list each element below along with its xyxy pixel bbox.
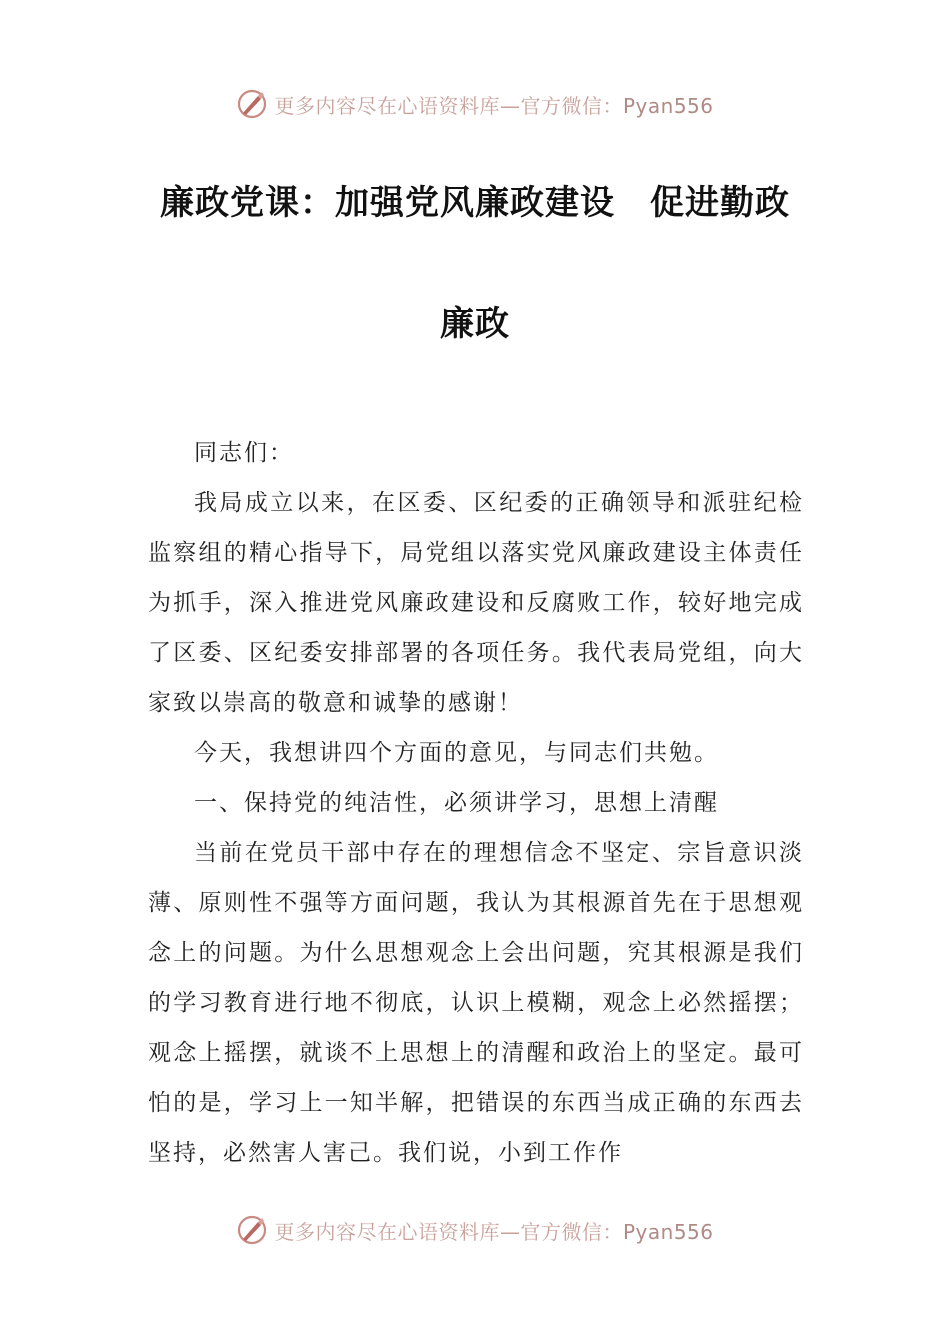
banner-text: 更多内容尽在心语资料库—官方微信：Pyan556 — [274, 93, 714, 118]
header-watermark-banner — [0, 84, 950, 124]
document-title-line-2: 廉政 — [440, 304, 510, 344]
salutation: 同志们： — [194, 440, 294, 466]
document-body — [148, 428, 804, 1178]
document-title-line-1: 廉政党课：加强党风廉政建设 促进勤政 — [160, 183, 790, 223]
pen-seal-logo-icon — [236, 88, 268, 120]
paragraph: 我局成立以来，在区委、区纪委的正确领导和派驻纪检监察组的精心指导下，局党组以落实党风廉政建设主体责任为抓手，深入推进党风廉政建设和反腐败工作，较好地完成了区委、区纪委安排部署的各项任务。我代表局党组，向大家致以崇高的敬意和诚挚的感谢！ — [148, 490, 804, 716]
banner-text: 更多内容尽在心语资料库—官方微信：Pyan556 — [274, 1219, 714, 1244]
pen-seal-logo-icon — [236, 1214, 268, 1246]
paragraph: 当前在党员干部中存在的理想信念不坚定、宗旨意识淡薄、原则性不强等方面问题，我认为其根源首先在于思想观念上的问题。为什么思想观念上会出问题，究其根源是我们的学习教育进行地不彻底，认识上模糊，观念上必然摇摆；观念上摇摆，就谈不上思想上的清醒和政治上的坚定。最可怕的是，学习上一知半解，把错误的东西当成正确的东西去坚持，必然害人害己。我们说，小到工作作 — [148, 840, 804, 1166]
paragraph: 今天，我想讲四个方面的意见，与同志们共勉。 — [194, 740, 719, 766]
section-heading: 一、保持党的纯洁性，必须讲学习，思想上清醒 — [194, 790, 719, 816]
footer-watermark-banner — [0, 1210, 950, 1250]
